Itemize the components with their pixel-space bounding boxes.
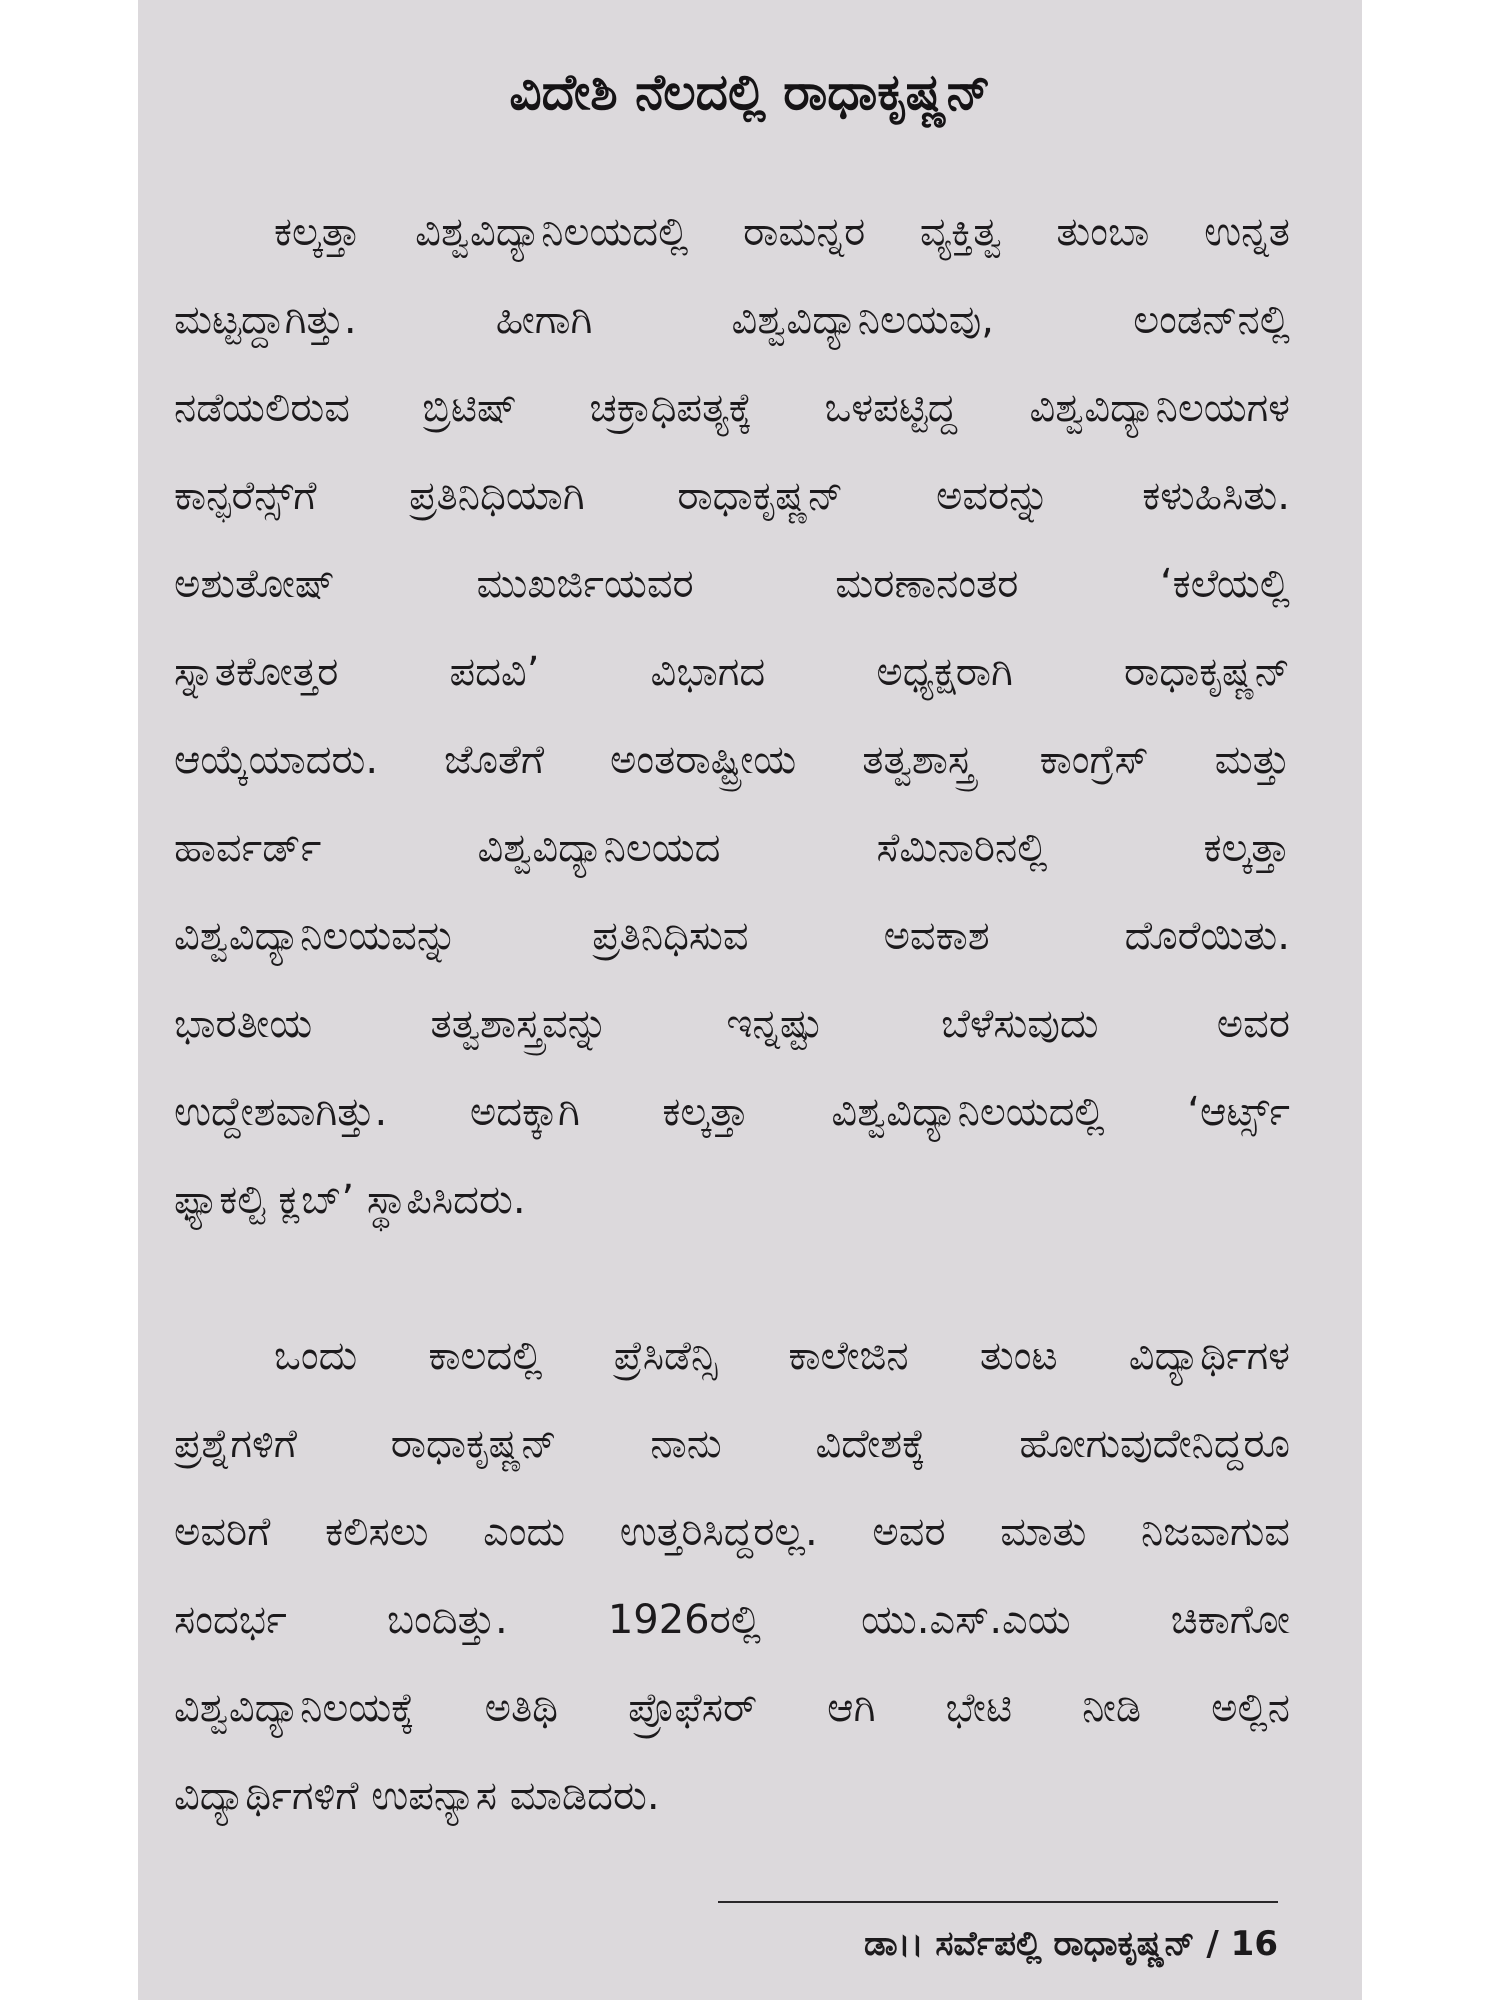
text-line: ಒಂದು ಕಾಲದಲ್ಲಿ ಪ್ರೆಸಿಡೆನ್ಸಿ ಕಾಲೇಜಿನ ತುಂಟ ವಿದ್ಯಾರ್ಥಿಗಳ	[274, 1333, 1290, 1379]
running-footer: ಡಾ।। ಸರ್ವೆಪಲ್ಲಿ ರಾಧಾಕೃಷ್ಣನ್ / 16	[864, 1924, 1278, 1964]
text-line: ವಿದ್ಯಾರ್ಥಿಗಳಿಗೆ ಉಪನ್ಯಾಸ ಮಾಡಿದರು.	[174, 1773, 660, 1819]
text-line: ಆಯ್ಕೆಯಾದರು. ಜೊತೆಗೆ ಅಂತರಾಷ್ಟ್ರೀಯ ತತ್ವಶಾಸ್ತ್ರ ಕಾಂಗ್ರೆಸ್ ಮತ್ತು	[174, 737, 1290, 783]
footer-divider	[718, 1901, 1278, 1903]
book-page	[138, 0, 1362, 2000]
text-line: ಮಟ್ಟದ್ದಾಗಿತ್ತು. ಹೀಗಾಗಿ ವಿಶ್ವವಿದ್ಯಾನಿಲಯವು, ಲಂಡನ್‌ನಲ್ಲಿ	[174, 297, 1290, 343]
text-line: ಭಾರತೀಯ ತತ್ವಶಾಸ್ತ್ರವನ್ನು ಇನ್ನಷ್ಟು ಬೆಳೆಸುವುದು ಅವರ	[174, 1001, 1290, 1047]
text-line: ಪ್ರಶ್ನೆಗಳಿಗೆ ರಾಧಾಕೃಷ್ಣನ್ ನಾನು ವಿದೇಶಕ್ಕೆ ಹೋಗುವುದೇನಿದ್ದರೂ	[174, 1421, 1290, 1467]
text-line: ಉದ್ದೇಶವಾಗಿತ್ತು. ಅದಕ್ಕಾಗಿ ಕಲ್ಕತ್ತಾ ವಿಶ್ವವಿದ್ಯಾನಿಲಯದಲ್ಲಿ ‘ಆರ್ಟ್ಸ್	[174, 1089, 1290, 1135]
text-line: ಕಲ್ಕತ್ತಾ ವಿಶ್ವವಿದ್ಯಾನಿಲಯದಲ್ಲಿ ರಾಮನ್ನರ ವ್ಯಕ್ತಿತ್ವ ತುಂಬಾ ಉನ್ನತ	[274, 209, 1290, 255]
text-line: ವಿಶ್ವವಿದ್ಯಾನಿಲಯಕ್ಕೆ ಅತಿಥಿ ಪ್ರೊಫೆಸರ್ ಆಗಿ ಭೇಟಿ ನೀಡಿ ಅಲ್ಲಿನ	[174, 1685, 1290, 1731]
text-line: ಅಶುತೋಷ್ ಮುಖರ್ಜಿಯವರ ಮರಣಾನಂತರ ‘ಕಲೆಯಲ್ಲಿ	[174, 561, 1290, 607]
text-line: ಸ್ನಾತಕೋತ್ತರ ಪದವಿ’ ವಿಭಾಗದ ಅಧ್ಯಕ್ಷರಾಗಿ ರಾಧಾಕೃಷ್ಣನ್	[174, 649, 1290, 695]
chapter-title: ವಿದೇಶಿ ನೆಲದಲ್ಲಿ ರಾಧಾಕೃಷ್ಣನ್	[509, 63, 991, 121]
text-line: ಕಾನ್ಫರೆನ್ಸ್‌ಗೆ ಪ್ರತಿನಿಧಿಯಾಗಿ ರಾಧಾಕೃಷ್ಣನ್ ಅವರನ್ನು ಕಳುಹಿಸಿತು.	[174, 473, 1290, 519]
text-line: ಸಂದರ್ಭ ಬಂದಿತ್ತು. 1926ರಲ್ಲಿ ಯು.ಎಸ್.ಎಯ ಚಿಕಾಗೋ	[174, 1597, 1290, 1643]
text-line: ಹಾರ್ವರ್ಡ್ ವಿಶ್ವವಿದ್ಯಾನಿಲಯದ ಸೆಮಿನಾರಿನಲ್ಲಿ ಕಲ್ಕತ್ತಾ	[174, 825, 1290, 871]
text-line: ನಡೆಯಲಿರುವ ಬ್ರಿಟಿಷ್ ಚಕ್ರಾಧಿಪತ್ಯಕ್ಕೆ ಒಳಪಟ್ಟಿದ್ದ ವಿಶ್ವವಿದ್ಯಾನಿಲಯಗಳ	[174, 385, 1290, 431]
text-line: ಫ್ಯಾಕಲ್ಟಿ ಕ್ಲಬ್’ ಸ್ಥಾಪಿಸಿದರು.	[174, 1177, 526, 1223]
text-line: ಅವರಿಗೆ ಕಲಿಸಲು ಎಂದು ಉತ್ತರಿಸಿದ್ದರಲ್ಲ. ಅವರ ಮಾತು ನಿಜವಾಗುವ	[174, 1509, 1290, 1555]
text-line: ವಿಶ್ವವಿದ್ಯಾನಿಲಯವನ್ನು ಪ್ರತಿನಿಧಿಸುವ ಅವಕಾಶ ದೊರೆಯಿತು.	[174, 913, 1290, 959]
